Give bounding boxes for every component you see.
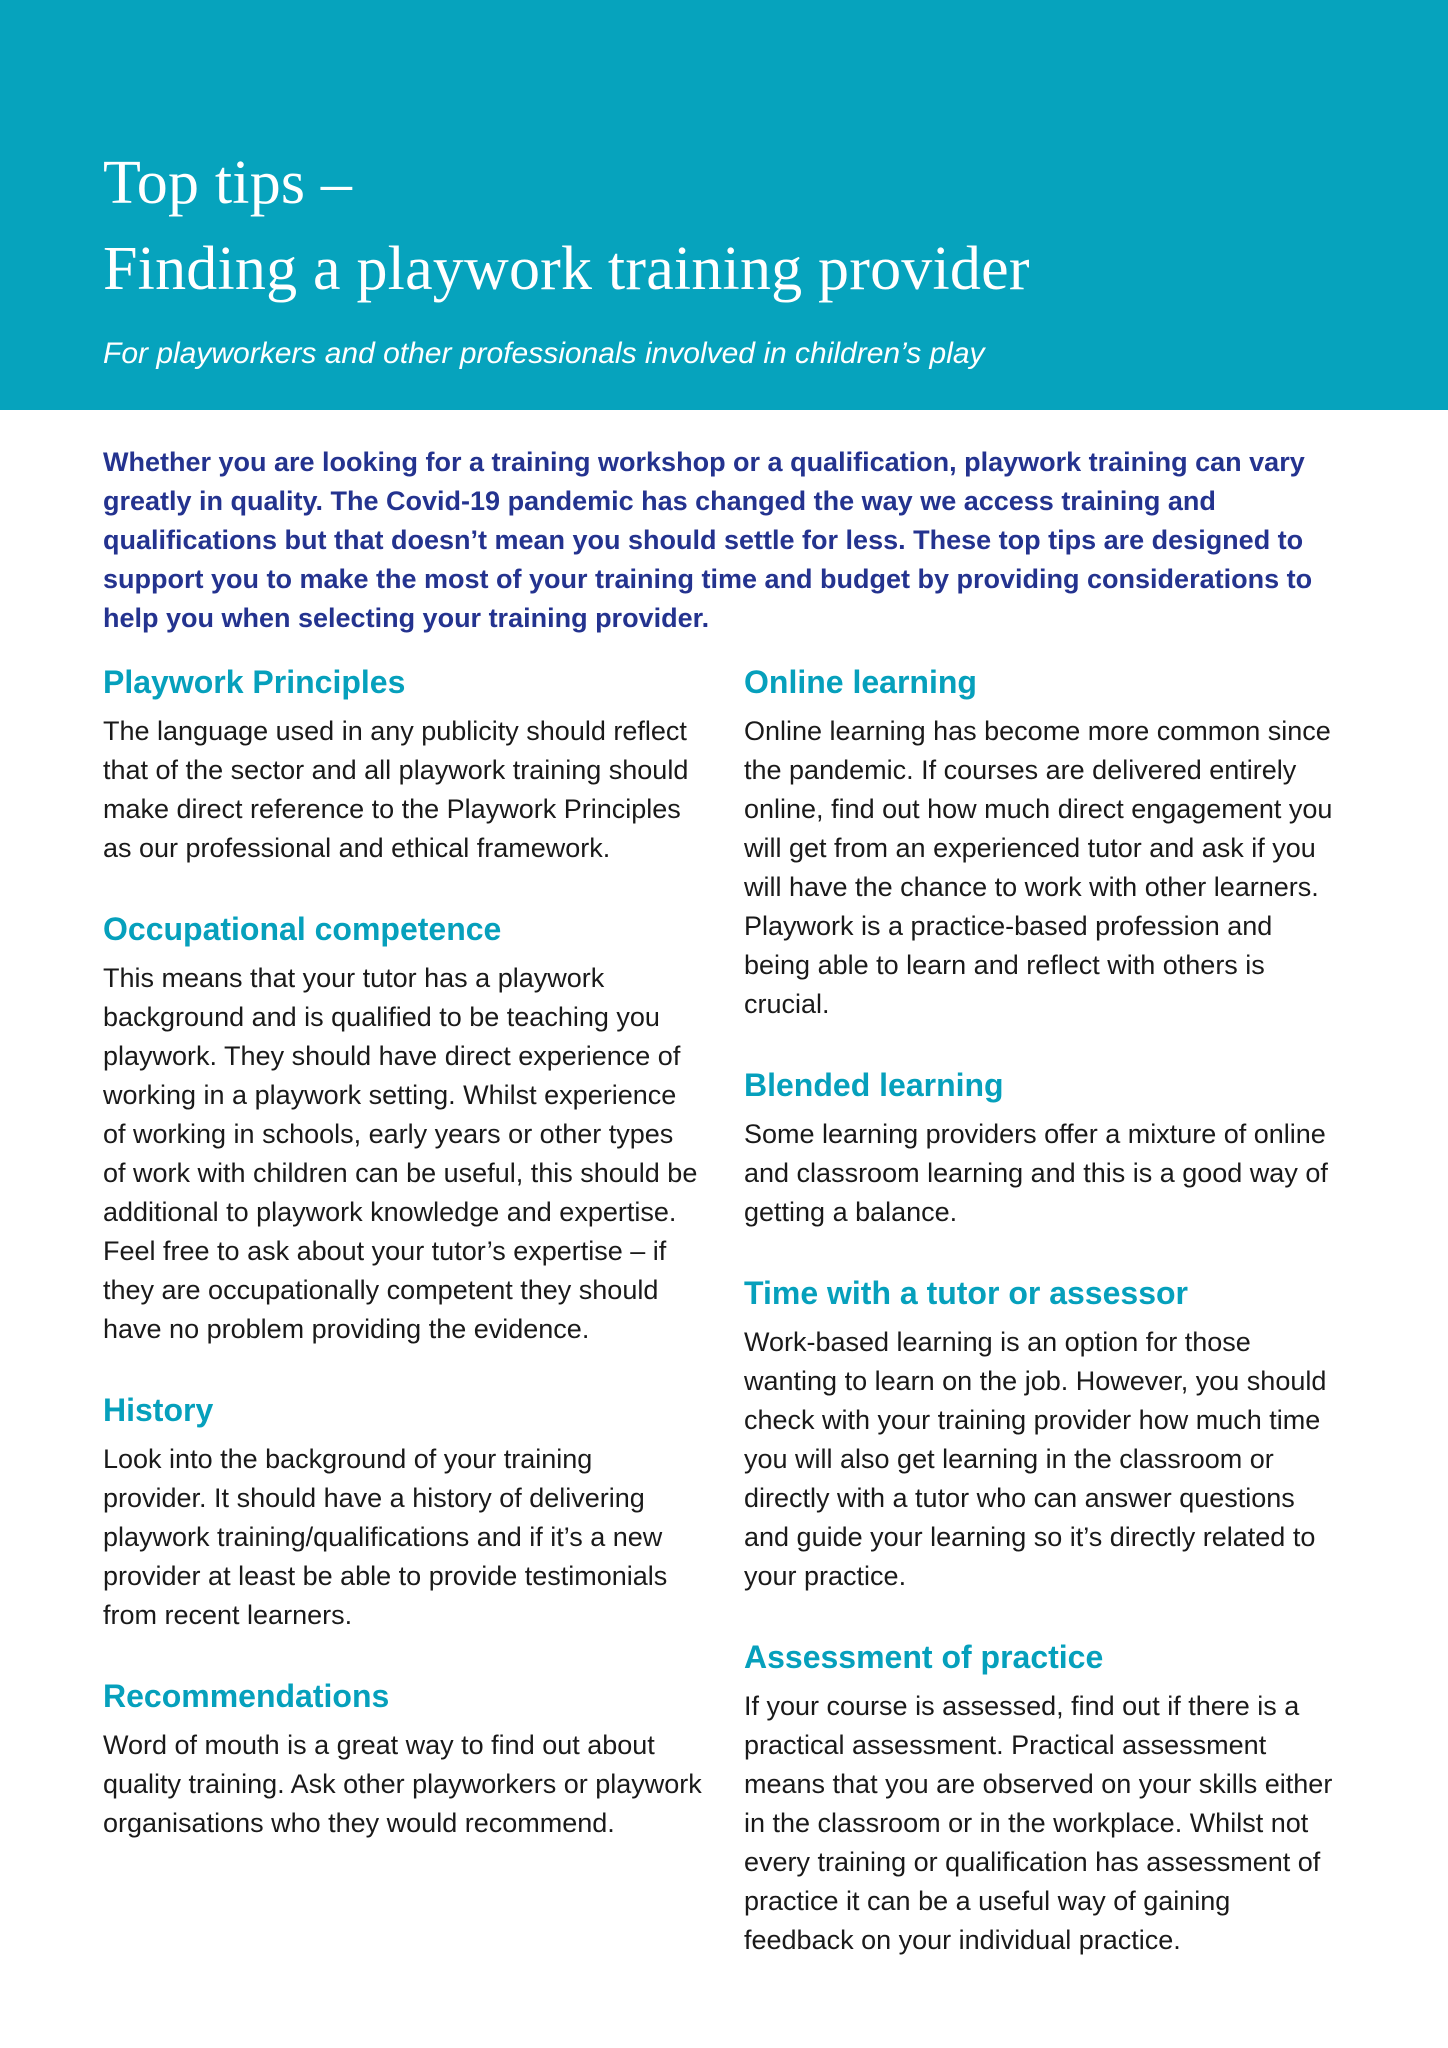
section-body: Online learning has become more common since the pandemic. If courses are delivered entirely online, find out how much direct engagement you will get from an experienced tutor and ask if you will have the chance to work with other learners. Playwork is a practice-based profession and being able to learn and reflect with others is crucial. [744, 716, 1333, 1019]
section-playwork-principles [103, 660, 703, 868]
intro-paragraph: Whether you are looking for a training workshop or a qualification, playwork training can vary greatly in quality. The Covid-19 pandemic has changed the way we access training and qualifications but that doesn’t mean you should settle for less. These top tips are designed to support you to make the most of your training time and budget by providing considerations to help you when selecting your training provider. [103, 447, 1313, 633]
section-occupational-competence [103, 907, 703, 1349]
section-heading: Recommendations [103, 1678, 390, 1714]
section-heading: Online learning [744, 664, 977, 700]
section-body: This means that your tutor has a playwork background and is qualified to be teaching you playwork. They should have direct experience of working in a playwork setting. Whilst experience of working in schools, early years or other types of work with children can be useful, this should be additional to playwork knowledge and expertise. Feel free to ask about your tutor’s expertise – if they are occupationally competent they should have no problem providing the evidence. [103, 963, 698, 1344]
section-heading: Assessment of practice [744, 1639, 1104, 1675]
section-heading: Blended learning [744, 1067, 1004, 1103]
section-heading: Occupational competence [103, 911, 502, 947]
page-title [103, 140, 1448, 312]
header-banner [0, 0, 1448, 410]
section-heading: Time with a tutor or assessor [744, 1275, 1188, 1311]
right-column [744, 660, 1344, 1999]
title-line-2: Finding a playwork training provider [103, 235, 1030, 303]
section-body: If your course is assessed, find out if there is a practical assessment. Practical assessment means that you are observed on your skills either in the classroom or in the workplace. Whilst not every training or qualification has assessment of practice it can be a useful way of gaining feedback on your individual practice. [744, 1691, 1333, 1955]
section-online-learning [744, 660, 1344, 1024]
section-body: The language used in any publicity should reflect that of the sector and all playwork training should make direct reference to the Playwork Principles as our professional and ethical framework. [103, 716, 689, 863]
section-body: Word of mouth is a great way to find out about quality training. Ask other playworkers or playwork organisations who they would recommend. [103, 1730, 702, 1838]
page-subtitle: For playworkers and other professionals involved in children’s play [103, 337, 985, 370]
section-body: Some learning providers offer a mixture of online and classroom learning and this is a good way of getting a balance. [744, 1119, 1328, 1227]
section-assessment-of-practice [744, 1635, 1344, 1960]
section-blended-learning [744, 1063, 1344, 1232]
section-time-with-tutor [744, 1271, 1344, 1596]
section-body: Look into the background of your training provider. It should have a history of delivering playwork training/qualifications and if it’s a new provider at least be able to provide testimonials from recent learners. [103, 1444, 668, 1630]
section-heading: Playwork Principles [103, 664, 406, 700]
title-line-1: Top tips – [103, 149, 353, 217]
section-body: Work-based learning is an option for those wanting to learn on the job. However, you should check with your training provider how much time you will also get learning in the classroom or directly with a tutor who can answer questions and guide your learning so it’s directly related to your practice. [744, 1327, 1327, 1591]
section-history [103, 1388, 703, 1635]
section-heading: History [103, 1392, 214, 1428]
left-column [103, 660, 703, 1882]
section-recommendations [103, 1674, 703, 1843]
